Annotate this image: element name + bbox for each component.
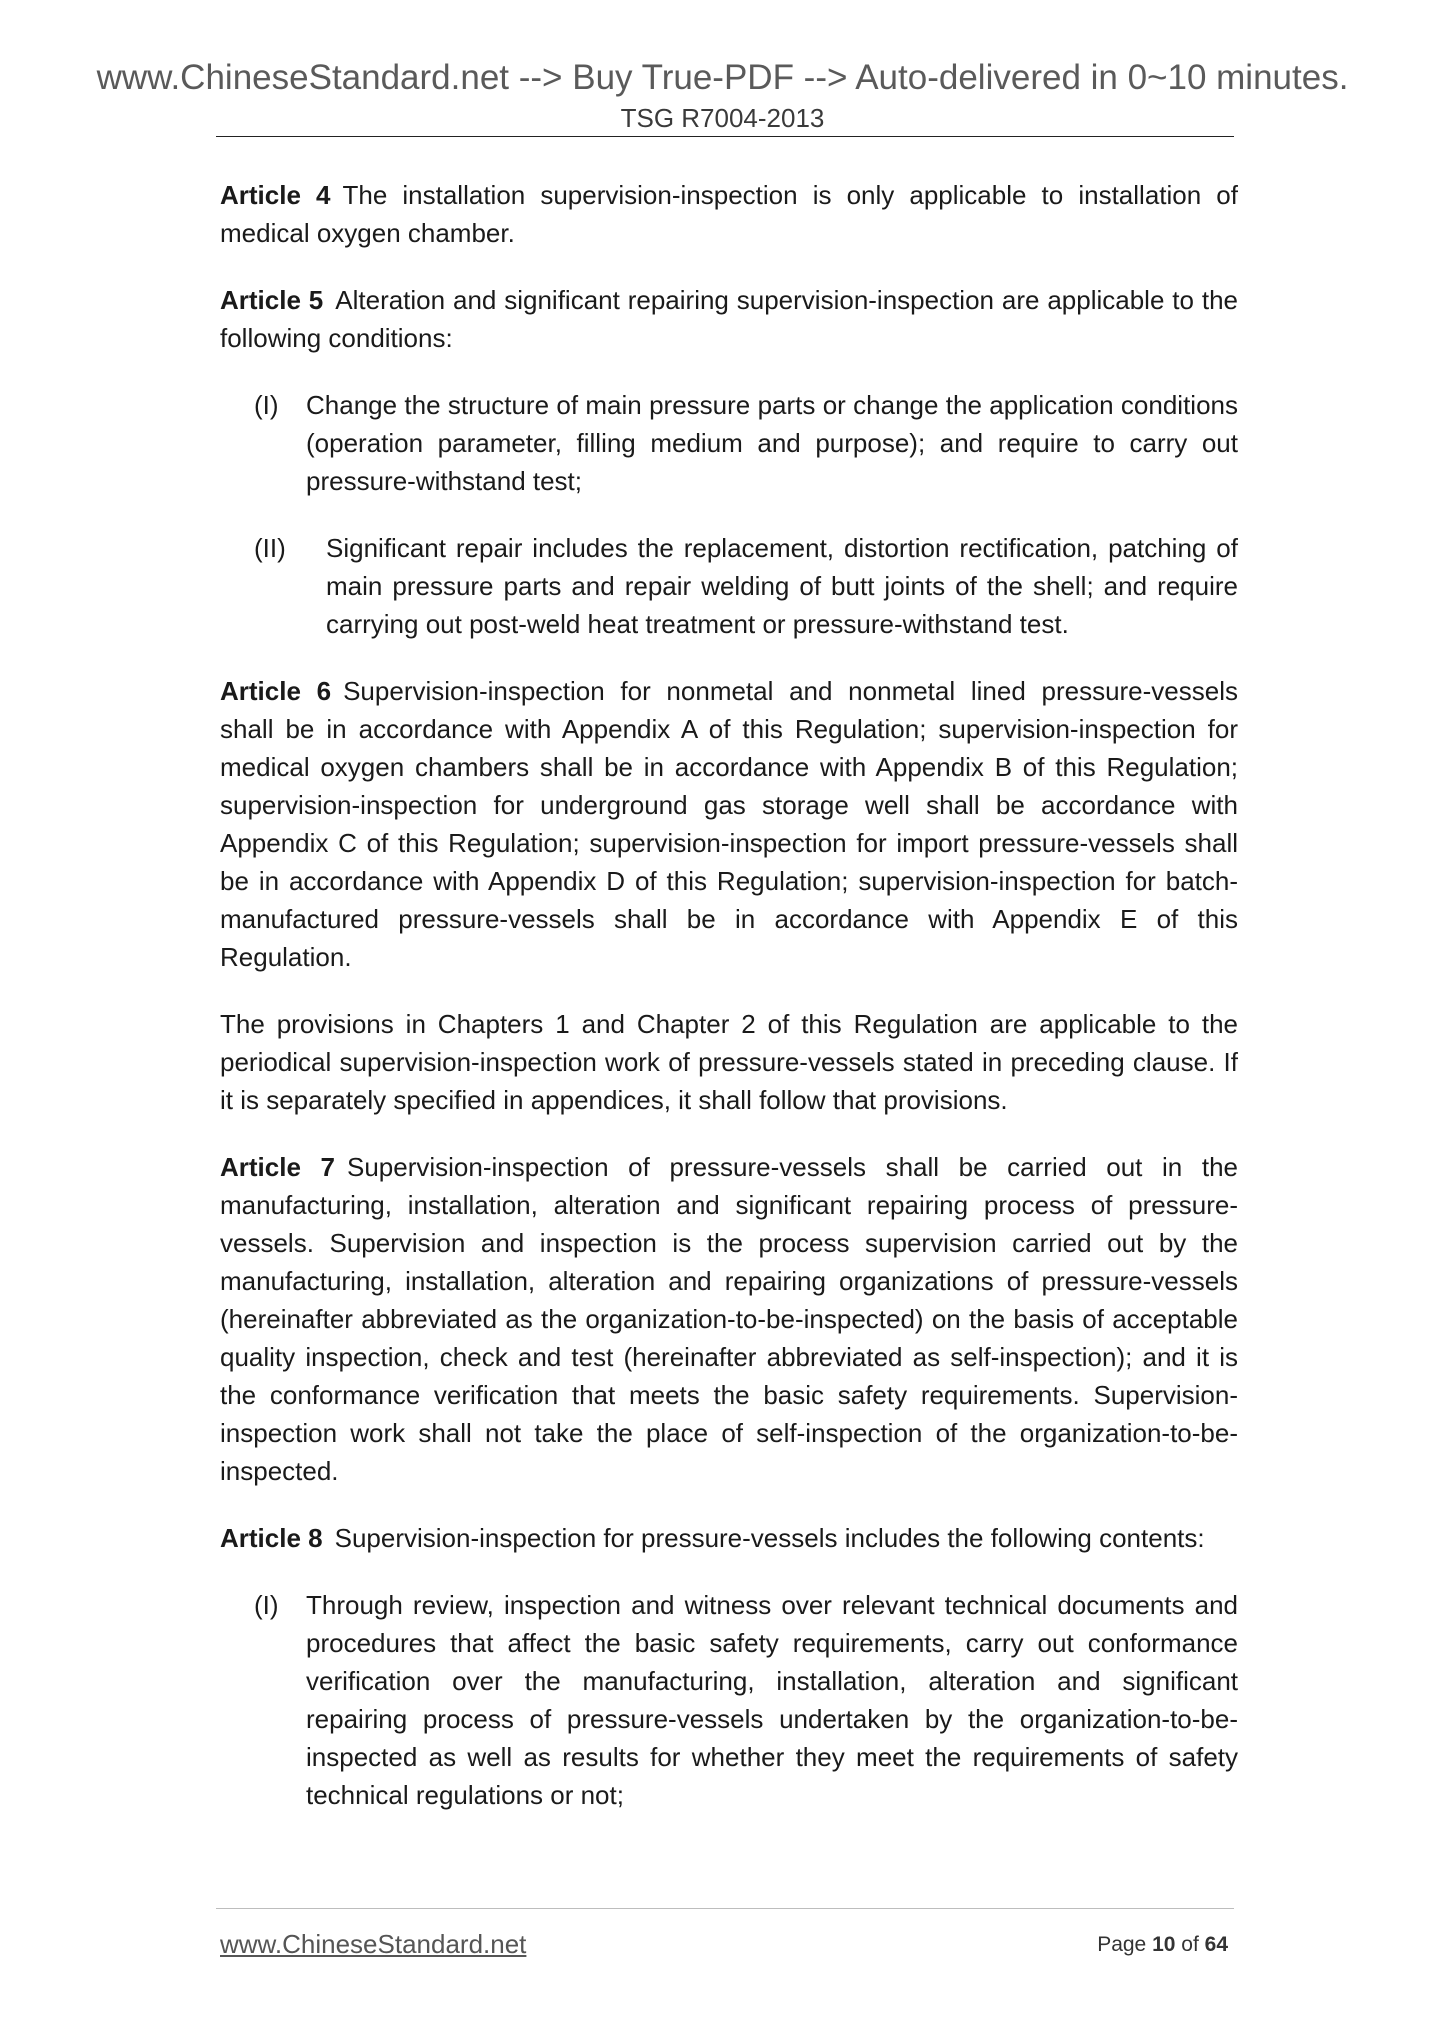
article-6 — [220, 672, 1238, 976]
current-page-number: 10 — [1152, 1933, 1176, 1956]
article-8-item-1 — [220, 1586, 1238, 1814]
article-5-item-2 — [220, 529, 1238, 643]
article-label: Article 5 — [220, 285, 324, 315]
article-text: Alteration and significant repairing supervision-inspection are applicable to the following conditions: — [220, 285, 1238, 353]
article-text: Supervision-inspection for nonmetal and nonmetal lined pressure-vessels shall be in accordance with Appendix A of this Regulation; supervision-inspection for medical oxygen chambers shall be in accordance with Appendix B of this Regulation; supervision-inspection for underground gas storage well shall be accordance with Appendix C of this Regulation; supervision-inspection for import pressure-vessels shall be in accordance with Appendix D of this Regulation; supervision-inspection for batch-manufactured pressure-vessels shall be in accordance with Appendix E of this Regulation. — [220, 676, 1238, 972]
article-5-item-1 — [220, 386, 1238, 500]
header-divider — [216, 136, 1234, 137]
article-6-followup: The provisions in Chapters 1 and Chapter 2 of this Regulation are applicable to the periodical supervision-inspection work of pressure-vessels stated in preceding clause. If it is separately specified in appendices, it shall follow that provisions. — [220, 1009, 1238, 1115]
header-banner: www.ChineseStandard.net --> Buy True-PDF --> Auto-delivered in 0~10 minutes. — [96, 58, 1349, 97]
footer-website-link[interactable]: www.ChineseStandard.net — [220, 1929, 527, 1959]
article-label: Article 8 — [220, 1523, 323, 1553]
footer-divider — [216, 1908, 1234, 1909]
article-label: Article 7 — [220, 1152, 335, 1182]
page-indicator — [1097, 1930, 1228, 1960]
item-number: (I) — [254, 390, 279, 420]
article-4 — [220, 176, 1238, 252]
total-pages-number: 64 — [1204, 1933, 1228, 1956]
article-label: Article 6 — [220, 676, 332, 706]
item-text: Significant repair includes the replacement, distortion rectification, patching of main pressure parts and repair welding of butt joints of the shell; and require carrying out post-weld heat treatment or pressure-withstand test. — [326, 533, 1238, 639]
article-label: Article 4 — [220, 180, 331, 210]
article-text: Supervision-inspection of pressure-vessels shall be carried out in the manufacturing, installation, alteration and significant repairing process of pressure-vessels. Supervision and inspection is the process supervision carried out by the manufacturing, installation, alteration and repairing organizations of pressure-vessels (hereinafter abbreviated as the organization-to-be-inspected) on the basis of acceptable quality inspection, check and test (hereinafter abbreviated as self-inspection); and it is the conformance verification that meets the basic safety requirements. Supervision-inspection work shall not take the place of self-inspection of the organization-to-be-inspected. — [220, 1152, 1238, 1486]
article-text: The installation supervision-inspection is only applicable to installation of medical oxygen chamber. — [220, 180, 1238, 248]
item-text: Through review, inspection and witness over relevant technical documents and procedures that affect the basic safety requirements, carry out conformance verification over the manufacturing, installation, alteration and significant repairing process of pressure-vessels undertaken by the organization-to-be-inspected as well as results for whether they meet the requirements of safety technical regulations or not; — [306, 1590, 1238, 1810]
document-id: TSG R7004-2013 — [620, 103, 825, 133]
item-number: (I) — [254, 1590, 279, 1620]
of-word: of — [1181, 1933, 1199, 1956]
page-word: Page — [1097, 1933, 1147, 1956]
item-text: Change the structure of main pressure parts or change the application conditions (operation parameter, filling medium and purpose); and require to carry out pressure-withstand test; — [306, 390, 1238, 496]
article-text: Supervision-inspection for pressure-vessels includes the following contents: — [334, 1523, 1205, 1553]
item-number: (II) — [254, 533, 286, 563]
article-8 — [220, 1519, 1238, 1557]
document-body — [220, 176, 1238, 1843]
article-7 — [220, 1148, 1238, 1490]
article-5 — [220, 281, 1238, 357]
